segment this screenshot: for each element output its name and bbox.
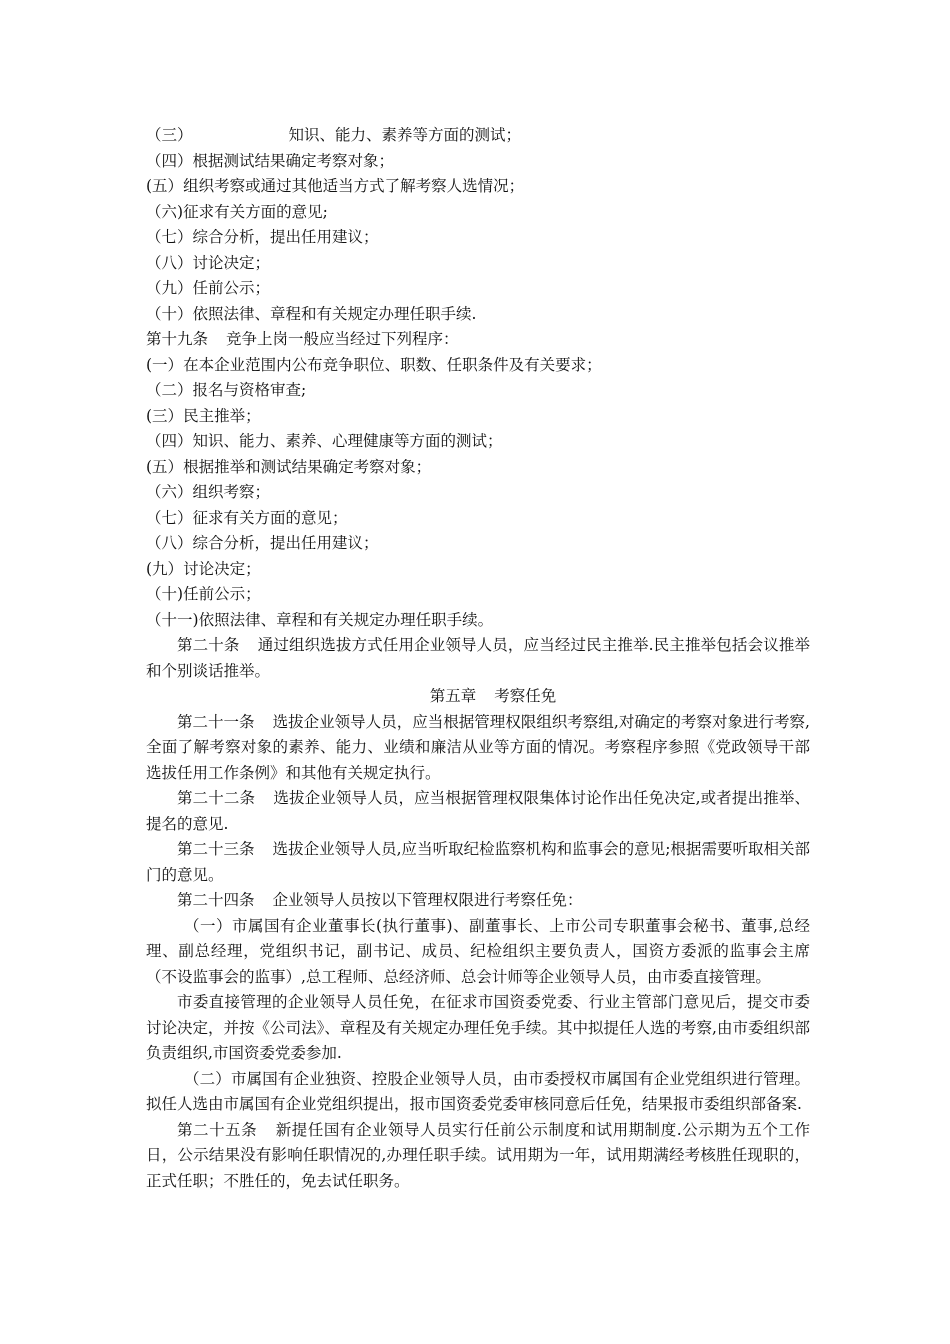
chapter-heading: 第五章 考察任免 [429, 687, 557, 705]
list-item: （十）依照法律、章程和有关规定办理任职手续. [146, 304, 477, 323]
list-item: （八）综合分析，提出任用建议； [146, 534, 379, 552]
article-25: 第二十五条 新提任国有企业领导人员实行任前公示制度和试用期制度.公示期为五个工作日，公示结果没有影响任职情况的,办理任职手续。试用期为一年，试用期满经考核胜任现职的，正式任职；不胜任的，免去试任职务。 [146, 1120, 810, 1190]
list-item: (五）根据推举和测试结果确定考察对象； [146, 457, 432, 476]
list-item: (五）组织考察或通过其他适当方式了解考察人选情况； [146, 177, 525, 195]
list-item: （八）讨论决定； [146, 253, 271, 272]
article-24: 第二十四条 企业领导人员按以下管理权限进行考察任免： [177, 891, 583, 909]
list-item: （四）知识、能力、素养、心理健康等方面的测试； [146, 432, 503, 450]
list-item: （十)任前公示； [146, 585, 261, 603]
article-22: 第二十二条 选拔企业领导人员，应当根据管理权限集体讨论作出任免决定,或者提出推举、提名的意见. [146, 789, 810, 833]
list-item: （十一)依照法律、章程和有关规定办理任职手续。 [146, 610, 494, 629]
list-item: （六）组织考察； [146, 483, 271, 501]
article-24-item-1: （一）市属国有企业董事长(执行董事)、副董事长、上市公司专职董事会秘书、董事,总经理、副总经理，党组织书记，副书记、成员、纪检组织主要负责人，国资方委派的监事会主席（不设监事会的监事）,总工程师、总经济师、总会计师等企业领导人员，由市委直接管理。 [146, 916, 810, 986]
list-item: （九）任前公示； [146, 279, 271, 297]
document-body [146, 123, 810, 1194]
article-24-item-1-continued: 市委直接管理的企业领导人员任免，在征求市国资委党委、行业主管部门意见后，提交市委讨论决定，并按《公司法》、章程及有关规定办理任免手续。其中拟提任人选的考察,由市委组织部负责组织,市国资委党委参加. [146, 993, 810, 1062]
list-item: （二）报名与资格审查; [146, 381, 307, 399]
list-item: （四）根据测试结果确定考察对象； [146, 151, 395, 170]
list-item: (三）民主推举； [146, 406, 261, 425]
article-23: 第二十三条 选拔企业领导人员,应当听取纪检监察机构和监事会的意见;根据需要听取相关部门的意见。 [146, 840, 810, 884]
list-item: （三） 知识、能力、素养等方面的测试； [146, 126, 522, 144]
article-24-item-2: （二）市属国有企业独资、控股企业领导人员，由市委授权市属国有企业党组织进行管理。拟任人选由市属国有企业党组织提出，报市国资委党委审核同意后任免，结果报市委组织部备案. [146, 1069, 810, 1113]
list-item: （六)征求有关方面的意见; [146, 202, 328, 221]
list-item: (一）在本企业范围内公布竞争职位、职数、任职条件及有关要求； [146, 355, 602, 374]
article-20: 第二十条 通过组织选拔方式任用企业领导人员，应当经过民主推举.民主推举包括会议推举和个别谈话推举。 [146, 636, 810, 680]
list-item: (九）讨论决定； [146, 559, 261, 578]
article-19: 第十九条 竞争上岗一般应当经过下列程序： [146, 330, 459, 348]
list-item: （七）征求有关方面的意见； [146, 508, 348, 527]
article-21: 第二十一条 选拔企业领导人员，应当根据管理权限组织考察组,对确定的考察对象进行考察,全面了解考察对象的素养、能力、业绩和廉洁从业等方面的情况。考察程序参照《党政领导干部选拔任用工作条例》和其他有关规定执行。 [146, 712, 810, 782]
list-item: （七）综合分析，提出任用建议； [146, 228, 379, 246]
